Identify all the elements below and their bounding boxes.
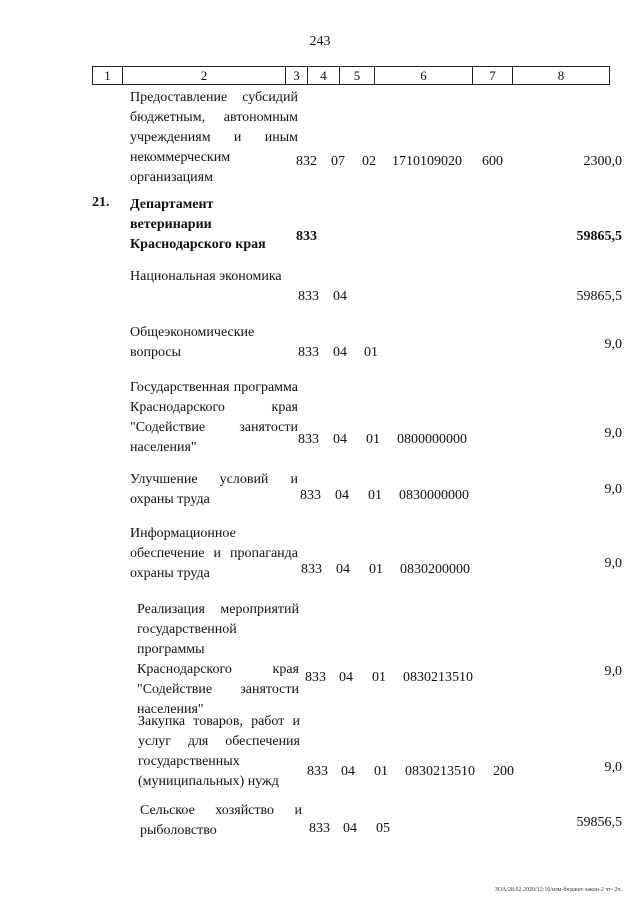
page-number: 243 bbox=[309, 34, 331, 49]
cell-col5: 02 bbox=[362, 154, 376, 169]
row-name: Реализация мероприятий государственной программы Краснодарского края "Содействие занятости населения" bbox=[137, 602, 299, 717]
cell-col7: 600 bbox=[482, 154, 503, 169]
header-col-8: 8 bbox=[557, 68, 565, 83]
cell-col8: 9,0 bbox=[604, 337, 622, 352]
cell-col4: 04 bbox=[333, 289, 347, 304]
cell-col5: 01 bbox=[374, 764, 388, 779]
cell-col6: 0800000000 bbox=[397, 432, 467, 447]
header-col-3: 3 bbox=[286, 67, 308, 84]
cell-col4: 04 bbox=[341, 764, 355, 779]
cell-col5: 01 bbox=[368, 488, 382, 503]
cell-col4: 04 bbox=[333, 432, 347, 447]
header-col-5: 5 bbox=[340, 67, 375, 84]
header-col-7: 7 bbox=[473, 67, 513, 84]
header-col-4: 4 bbox=[308, 67, 340, 84]
cell-col4: 04 bbox=[336, 562, 350, 577]
row-name: Государственная программа Краснодарского края "Содействие занятости населения" bbox=[130, 380, 298, 455]
cell-col6: 1710109020 bbox=[392, 154, 462, 169]
cell-col8: 9,0 bbox=[604, 664, 622, 679]
cell-col7: 200 bbox=[493, 764, 514, 779]
cell-col3: 833 bbox=[309, 821, 330, 836]
row-name: Информационное обеспечение и пропаганда охраны труда bbox=[130, 526, 298, 581]
cell-col3: 833 bbox=[298, 289, 319, 304]
cell-col3: 833 bbox=[298, 432, 319, 447]
cell-col4: 04 bbox=[339, 670, 353, 685]
cell-col3: 832 bbox=[296, 154, 317, 169]
cell-col8: 59865,5 bbox=[576, 229, 622, 244]
header-col-2: 2 bbox=[123, 67, 286, 84]
cell-col3: 833 bbox=[296, 229, 317, 244]
cell-col8: 9,0 bbox=[604, 482, 622, 497]
cell-col3: 833 bbox=[298, 345, 319, 360]
cell-col4: 04 bbox=[335, 488, 349, 503]
cell-col6: 0830213510 bbox=[403, 670, 473, 685]
header-col-1: 1 bbox=[93, 67, 123, 84]
cell-col3: 833 bbox=[301, 562, 322, 577]
cell-col4: 04 bbox=[343, 821, 357, 836]
row-name: Сельское хозяйство и рыболовство bbox=[140, 803, 302, 838]
cell-col3: 833 bbox=[307, 764, 328, 779]
cell-col8: 9,0 bbox=[604, 760, 622, 775]
cell-col5: 01 bbox=[364, 345, 378, 360]
cell-col8: 2300,0 bbox=[583, 154, 622, 169]
header-col-6: 6 bbox=[375, 67, 473, 84]
cell-col3: 833 bbox=[305, 670, 326, 685]
cell-col5: 01 bbox=[372, 670, 386, 685]
cell-col8: 9,0 bbox=[604, 426, 622, 441]
cell-col6: 0830000000 bbox=[399, 488, 469, 503]
row-name: Департамент ветеринарии Краснодарского края bbox=[130, 197, 266, 252]
cell-col3: 833 bbox=[300, 488, 321, 503]
cell-col4: 07 bbox=[331, 154, 345, 169]
cell-col8: 59856,5 bbox=[576, 815, 622, 830]
cell-col6: 0830213510 bbox=[405, 764, 475, 779]
cell-col5: 05 bbox=[376, 821, 390, 836]
document-footer: ЗОА/28.02.2020/12:10/изм-бюджет-закон-2 чт- 2ч. bbox=[495, 887, 622, 893]
cell-col8: 59865,5 bbox=[576, 289, 622, 304]
cell-col5: 01 bbox=[366, 432, 380, 447]
cell-col4: 04 bbox=[333, 345, 347, 360]
row-name: Общеэкономические вопросы bbox=[130, 325, 255, 360]
row-name: Закупка товаров, работ и услуг для обеспечения государственных (муниципальных) нужд bbox=[138, 714, 300, 789]
row-number: 21. bbox=[92, 195, 110, 210]
row-name: Предоставление субсидий бюджетным, автономным учреждениям и иным некоммерческим организациям bbox=[130, 90, 298, 185]
row-name: Улучшение условий и охраны труда bbox=[130, 472, 298, 507]
cell-col5: 01 bbox=[369, 562, 383, 577]
cell-col6: 0830200000 bbox=[400, 562, 470, 577]
table-header bbox=[92, 66, 610, 85]
row-name: Национальная экономика bbox=[130, 269, 282, 284]
cell-col8: 9,0 bbox=[604, 556, 622, 571]
